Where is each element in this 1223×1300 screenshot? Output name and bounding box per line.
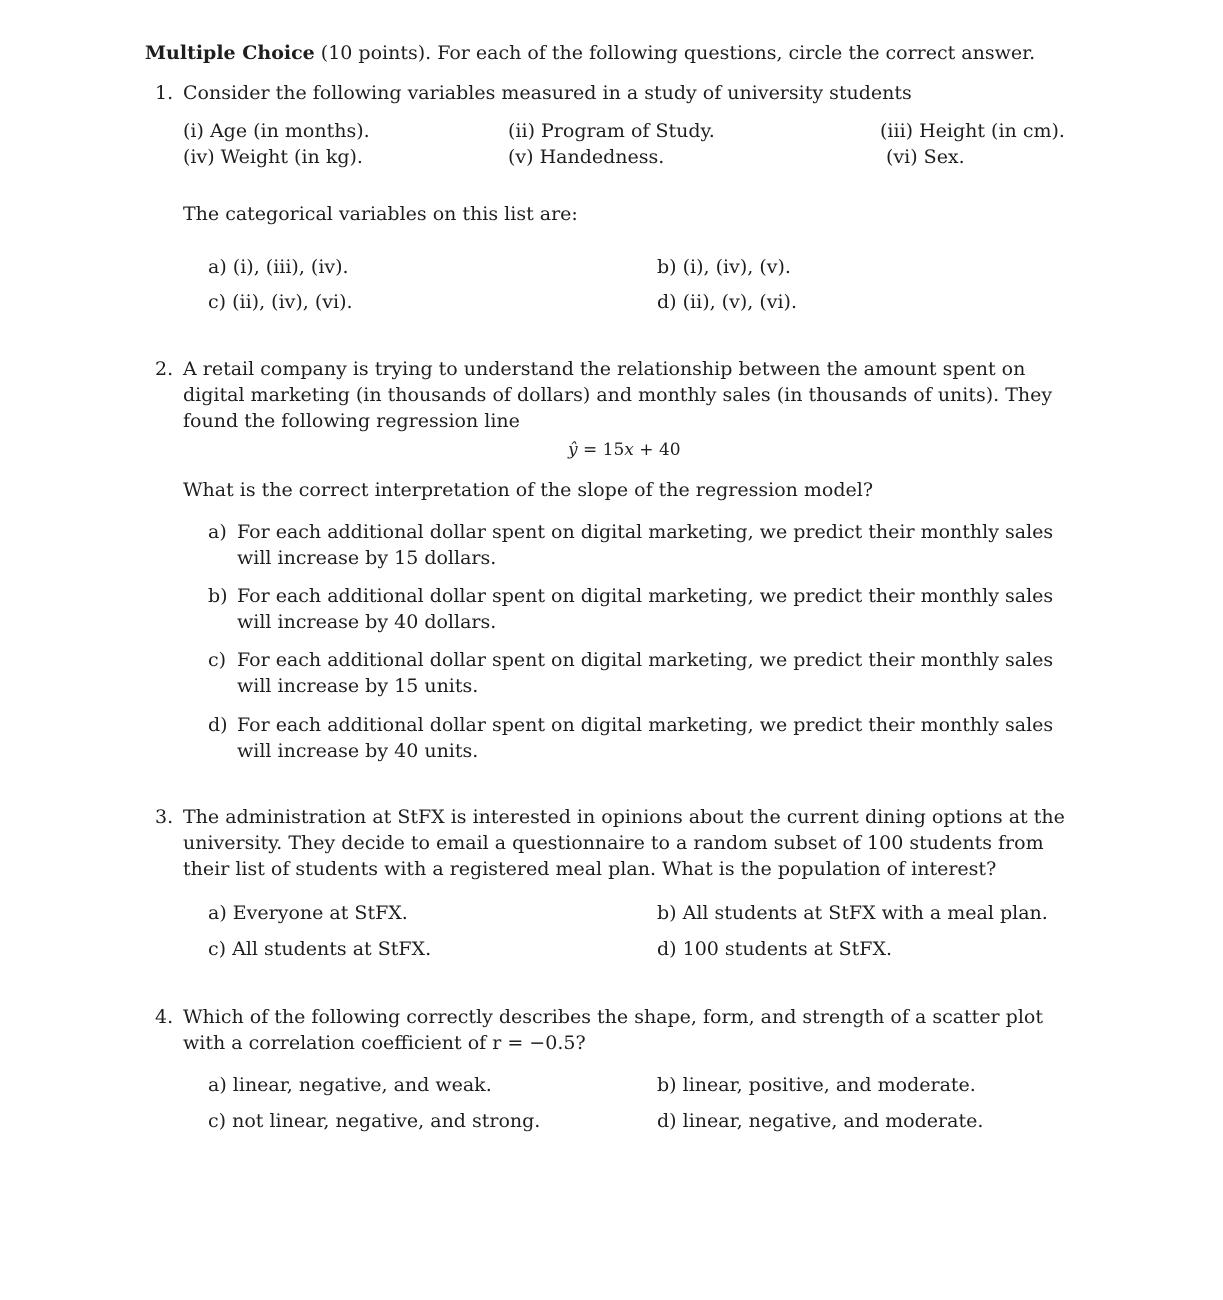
answer-option-c[interactable] (208, 936, 431, 962)
question-4 (155, 1004, 1085, 1056)
question-text: Consider the following variables measured in a study of university students (183, 82, 912, 104)
option-text: linear, positive, and moderate. (682, 1074, 976, 1096)
question-prompt: The categorical variables on this list are: (183, 203, 578, 225)
option-label: d) (657, 938, 677, 960)
answer-option-a[interactable] (208, 519, 1088, 571)
answer-option-d[interactable] (657, 936, 892, 962)
option-label: b) (657, 256, 677, 278)
option-label: c) (208, 1110, 227, 1132)
section-title: Multiple Choice (145, 42, 315, 64)
option-label: d) (208, 714, 228, 736)
question-1 (155, 80, 1085, 106)
option-text: not linear, negative, and strong. (232, 1110, 541, 1132)
option-text: 100 students at StFX. (682, 938, 893, 960)
section-instructions: (10 points). For each of the following questions, circle the correct answer. (320, 42, 1036, 64)
question-text: A retail company is trying to understand the relationship between the amount spent on digital marketing (in thousands of dollars) and monthly sales (in thousands of units). They found the following regression line (183, 358, 1053, 432)
question-3 (155, 804, 1085, 882)
option-text: Everyone at StFX. (232, 902, 408, 924)
option-label: a) (208, 1074, 227, 1096)
option-label: d) (657, 291, 677, 313)
option-text: For each additional dollar spent on digital marketing, we predict their monthly sales will increase by 15 dollars. (237, 521, 1054, 569)
question-number: 1. (155, 82, 174, 104)
option-label: c) (208, 938, 227, 960)
option-text: For each additional dollar spent on digital marketing, we predict their monthly sales will increase by 40 units. (237, 714, 1054, 762)
question-number: 4. (155, 1006, 174, 1028)
answer-option-d[interactable] (208, 712, 1088, 764)
option-label: c) (208, 649, 227, 671)
variable-item: (i) Age (in months). (183, 120, 370, 142)
answer-option-b[interactable] (657, 1072, 976, 1098)
variable-item: (vi) Sex. (886, 146, 965, 168)
option-label: d) (657, 1110, 677, 1132)
regression-equation (568, 437, 681, 463)
variable-item: (iv) Weight (in kg). (183, 146, 363, 168)
answer-option-c[interactable] (208, 289, 353, 315)
option-label: a) (208, 902, 227, 924)
question-2 (155, 356, 1085, 434)
option-text: For each additional dollar spent on digital marketing, we predict their monthly sales will increase by 15 units. (237, 649, 1054, 697)
option-label: b) (657, 902, 677, 924)
answer-option-b[interactable] (208, 583, 1088, 635)
question-text: Which of the following correctly describes the shape, form, and strength of a scatter plot with a correlation coefficient of r = −0.5? (183, 1006, 1043, 1054)
equation-lhs: ŷ (568, 440, 578, 460)
variable-item: (v) Handedness. (508, 146, 665, 168)
answer-option-a[interactable] (208, 1072, 492, 1098)
variable-item: (ii) Program of Study. (508, 120, 715, 142)
option-label: b) (208, 585, 228, 607)
equation-coef: = 15 (577, 440, 625, 460)
answer-option-c[interactable] (208, 647, 1088, 699)
option-label: a) (208, 521, 227, 543)
equation-intercept: + 40 (633, 440, 681, 460)
option-text: All students at StFX with a meal plan. (682, 902, 1048, 924)
answer-option-c[interactable] (208, 1108, 540, 1134)
option-text: All students at StFX. (232, 938, 432, 960)
answer-option-b[interactable] (657, 254, 791, 280)
question-text: The administration at StFX is interested in opinions about the current dining options at the university. They decide to email a questionnaire to a random subset of 100 students from their list of students with a registered meal plan. What is the population of interest? (183, 806, 1065, 880)
answer-option-b[interactable] (657, 900, 1048, 926)
option-text: (ii), (v), (vi). (682, 291, 797, 313)
variable-item: (iii) Height (in cm). (880, 120, 1065, 142)
option-text: linear, negative, and moderate. (682, 1110, 984, 1132)
answer-option-a[interactable] (208, 900, 408, 926)
option-label: b) (657, 1074, 677, 1096)
variable-list (183, 118, 1083, 172)
option-label: c) (208, 291, 227, 313)
option-text: (i), (iii), (iv). (232, 256, 349, 278)
question-number: 2. (155, 358, 174, 380)
answer-option-d[interactable] (657, 289, 797, 315)
question-number: 3. (155, 806, 174, 828)
option-text: (i), (iv), (v). (682, 256, 791, 278)
option-text: (ii), (iv), (vi). (232, 291, 353, 313)
option-text: linear, negative, and weak. (232, 1074, 492, 1096)
equation-var: x (624, 440, 634, 460)
section-header (145, 40, 1105, 66)
answer-option-a[interactable] (208, 254, 349, 280)
option-text: For each additional dollar spent on digital marketing, we predict their monthly sales will increase by 40 dollars. (237, 585, 1054, 633)
option-label: a) (208, 256, 227, 278)
answer-option-d[interactable] (657, 1108, 983, 1134)
question-prompt: What is the correct interpretation of the slope of the regression model? (183, 479, 874, 501)
